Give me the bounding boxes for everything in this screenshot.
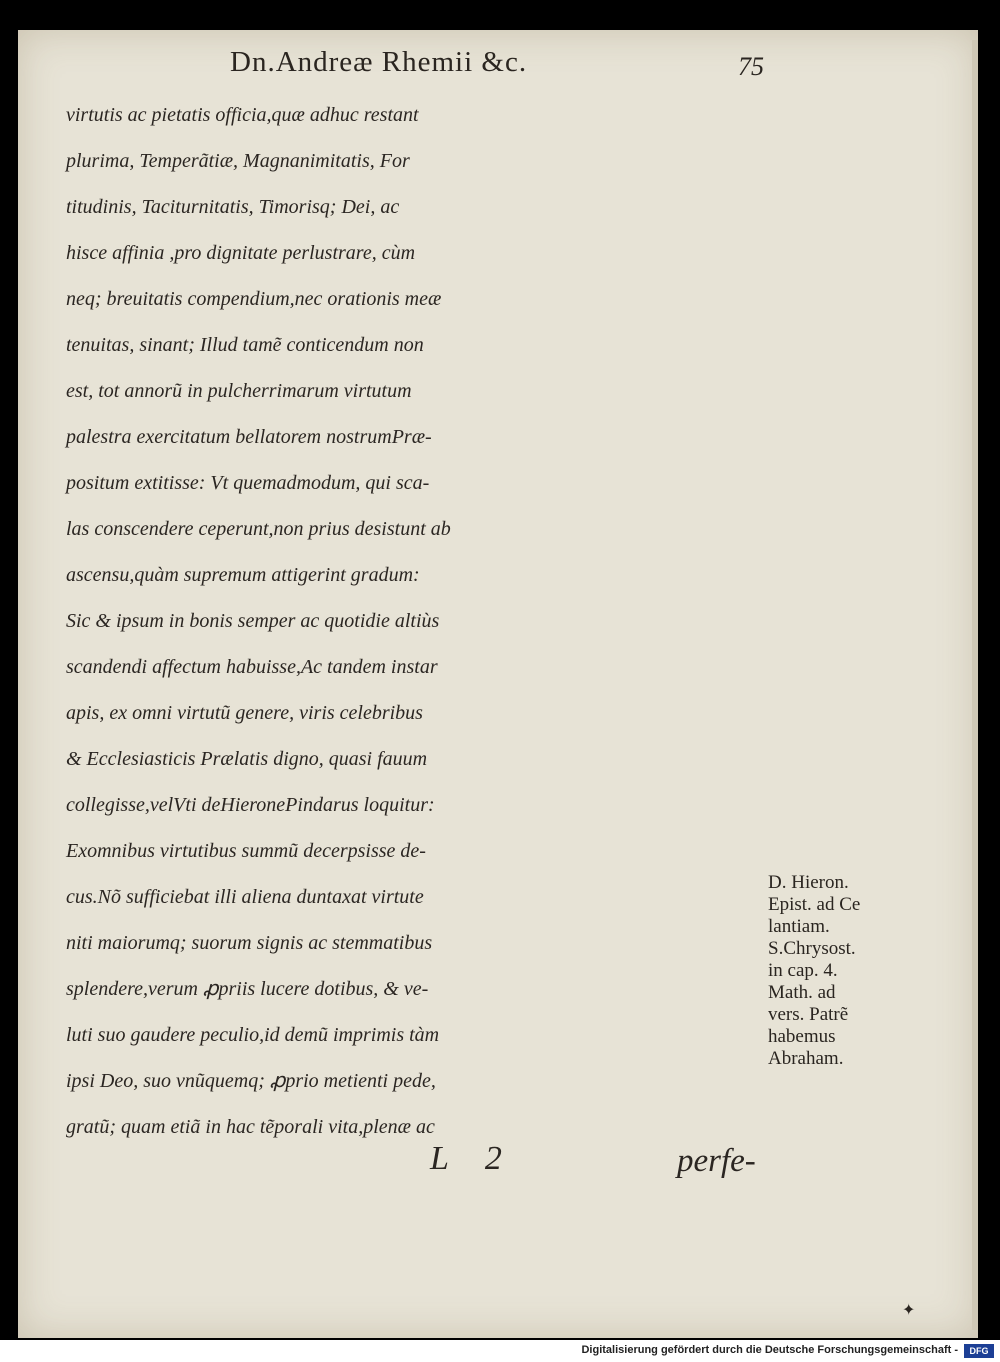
text-line: positum extitisse: Vt quemadmodum, qui sca-: [66, 472, 430, 494]
text-line: splendere,verum ꝓpriis lucere dotibus, & ve-: [66, 978, 429, 1000]
margin-note-line: Math. ad: [768, 982, 836, 1003]
text-line: palestra exercitatum bellatorem nostrumPræ-: [66, 426, 432, 448]
main-text-block: [66, 92, 776, 1150]
text-line: ascensu,quàm supremum attigerint gradum:: [66, 564, 420, 586]
text-line: tenuitas, sinant; Illud tamẽ conticendum non: [66, 334, 424, 356]
page-number: 75: [738, 52, 764, 81]
text-line: Exomnibus virtutibus summũ decerpsisse de-: [66, 840, 426, 862]
margin-notes: [768, 872, 898, 1070]
funding-credit: Digitalisierung gefördert durch die Deutsche Forschungsgemeinschaft -: [581, 1344, 958, 1356]
margin-note-line: lantiam.: [768, 916, 830, 937]
running-title: Dn.Andreæ Rhemii &c.: [230, 46, 528, 78]
signature-mark: [430, 1140, 502, 1178]
margin-note-line: S.Chrysost.: [768, 938, 856, 959]
text-line: niti maiorumq; suorum signis ac stemmatibus: [66, 932, 433, 954]
text-line: scandendi affectum habuisse,Ac tandem instar: [66, 656, 438, 678]
text-line: hisce affinia ,pro dignitate perlustrare, cùm: [66, 242, 416, 264]
margin-note-line: in cap. 4.: [768, 960, 838, 981]
text-line: apis, ex omni virtutũ genere, viris celebribus: [66, 702, 423, 724]
text-line: plurima, Temperãtiæ, Magnanimitatis, For: [66, 150, 410, 172]
signature-letter: L: [430, 1140, 449, 1177]
catchword: perfe-: [677, 1143, 756, 1179]
text-line: Sic & ipsum in bonis semper ac quotidie altiùs: [66, 610, 440, 632]
text-line: gratũ; quam etiã in hac tẽporali vita,plenæ ac: [66, 1116, 435, 1138]
text-line: ipsi Deo, suo vnũquemq; ꝓprio metienti pede,: [66, 1070, 436, 1092]
dfg-logo: DFG: [964, 1344, 994, 1358]
signature-number: 2: [484, 1140, 502, 1177]
text-line: virtutis ac pietatis officia,quæ adhuc restant: [66, 104, 419, 126]
footer-bar: [0, 1340, 1000, 1362]
ink-mark: ✦: [902, 1300, 916, 1319]
text-line: collegisse,velVti deHieronePindarus loquitur:: [66, 794, 435, 816]
margin-note-line: D. Hieron.: [768, 872, 849, 893]
text-line: luti suo gaudere peculio,id demũ imprimis tàm: [66, 1024, 440, 1046]
text-line: cus.Nõ sufficiebat illi aliena duntaxat virtute: [66, 886, 424, 908]
margin-note-line: Epist. ad Ce: [768, 894, 861, 915]
text-line: & Ecclesiasticis Prælatis digno, quasi fauum: [66, 748, 428, 770]
text-line: titudinis, Taciturnitatis, Timorisq; Dei, ac: [66, 196, 400, 218]
margin-note-line: vers. Patrẽ: [768, 1004, 849, 1025]
margin-note-line: Abraham.: [768, 1048, 844, 1069]
page-edge: [972, 40, 978, 1330]
margin-note-line: habemus: [768, 1026, 836, 1047]
text-line: neq; breuitatis compendium,nec orationis meæ: [66, 288, 442, 310]
text-line: est, tot annorũ in pulcherrimarum virtutum: [66, 380, 412, 402]
text-line: las conscendere ceperunt,non prius desistunt ab: [66, 518, 451, 540]
